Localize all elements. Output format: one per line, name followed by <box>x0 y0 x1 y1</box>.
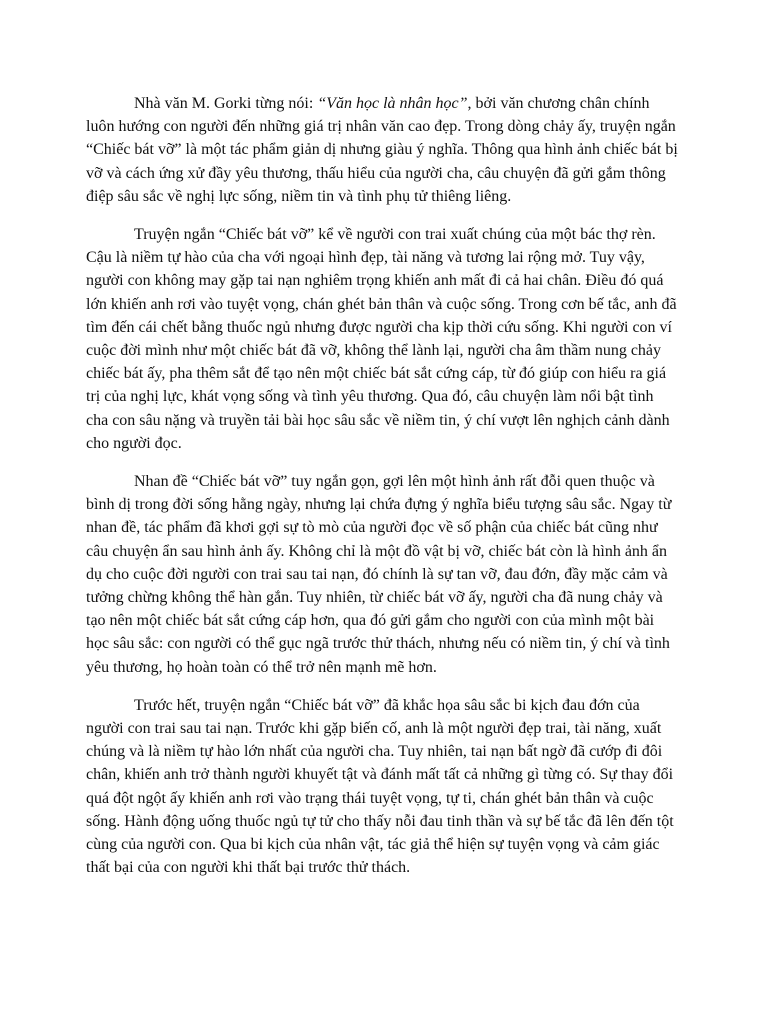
paragraph-intro-lead: Nhà văn M. Gorki từng nói: <box>134 95 318 112</box>
gorki-quote: “Văn học là nhân học” <box>317 95 468 112</box>
paragraph-intro-rest: , bởi văn chương chân chính luôn hướng con người đến những giá trị nhân văn cao đẹp. Trong dòng chảy ấy, truyện ngắn “Chiếc bát vỡ” là một tác phẩm giản dị nhưng giàu ý nghĩa. Thông qua hình ảnh chiếc bát bị vỡ và cách ứng xử đầy yêu thương, thấu hiểu của người cha, câu chuyện đã gửi gắm thông điệp sâu sắc về nghị lực sống, niềm tin và tình phụ tử thiêng liêng. <box>86 95 678 205</box>
paragraph-summary: Truyện ngắn “Chiếc bát vỡ” kể về người con trai xuất chúng của một bác thợ rèn. Cậu là niềm tự hào của cha với ngoại hình đẹp, tài năng và tương lai rộng mở. Tuy vậy, người con không may gặp tai nạn nghiêm trọng khiến anh mất đi cả hai chân. Điều đó quá lớn khiến anh rơi vào tuyệt vọng, chán ghét bản thân và cuộc sống. Trong cơn bế tắc, anh đã tìm đến cái chết bằng thuốc ngủ nhưng được người cha kịp thời cứu sống. Khi người con ví cuộc đời mình như một chiếc bát đã vỡ, không thể lành lại, người cha âm thầm nung chảy chiếc bát ấy, pha thêm sắt để tạo nên một chiếc bát sắt cứng cáp, từ đó giúp con hiểu ra giá trị của nghị lực, khát vọng sống và tình yêu thương. Qua đó, câu chuyện làm nổi bật tình cha con sâu nặng và truyền tải bài học sâu sắc về niềm tin, ý chí vượt lên nghịch cảnh dành cho người đọc. <box>86 226 677 452</box>
paragraph-title-meaning: Nhan đề “Chiếc bát vỡ” tuy ngắn gọn, gợi lên một hình ảnh rất đỗi quen thuộc và bình dị trong đời sống hằng ngày, nhưng lại chứa đựng ý nghĩa biểu tượng sâu sắc. Ngay từ nhan đề, tác phẩm đã khơi gợi sự tò mò của người đọc về số phận của chiếc bát cũng như câu chuyện ẩn sau hình ảnh ấy. Không chỉ là một đồ vật bị vỡ, chiếc bát còn là hình ảnh ẩn dụ cho cuộc đời người con trai sau tai nạn, đó chính là sự tan vỡ, đau đớn, đầy mặc cảm và tưởng chừng không thể hàn gắn. Tuy nhiên, từ chiếc bát vỡ ấy, người cha đã nung chảy và tạo nên một chiếc bát sắt cứng cáp hơn, qua đó gửi gắm cho người con của mình một bài học sâu sắc: con người có thể gục ngã trước thử thách, nhưng nếu có niềm tin, ý chí và tình yêu thương, họ hoàn toàn có thể trở nên mạnh mẽ hơn. <box>86 473 672 676</box>
paragraph-intro <box>86 92 678 208</box>
document-body <box>86 92 678 895</box>
paragraph-tragedy: Trước hết, truyện ngắn “Chiếc bát vỡ” đã khắc họa sâu sắc bi kịch đau đớn của người con trai sau tai nạn. Trước khi gặp biến cố, anh là một người đẹp trai, tài năng, xuất chúng và là niềm tự hào lớn nhất của người cha. Tuy nhiên, tai nạn bất ngờ đã cướp đi đôi chân, khiến anh trở thành người khuyết tật và đánh mất tất cả những gì từng có. Sự thay đổi quá đột ngột ấy khiến anh rơi vào trạng thái tuyệt vọng, tự ti, chán ghét bản thân và cuộc sống. Hành động uống thuốc ngủ tự tử cho thấy nỗi đau tinh thần và sự bế tắc đã lên đến tột cùng của người con. Qua bi kịch của nhân vật, tác giả thể hiện sự tuyện vọng và cảm giác thất bại của con người khi thất bại trước thử thách. <box>86 696 674 877</box>
